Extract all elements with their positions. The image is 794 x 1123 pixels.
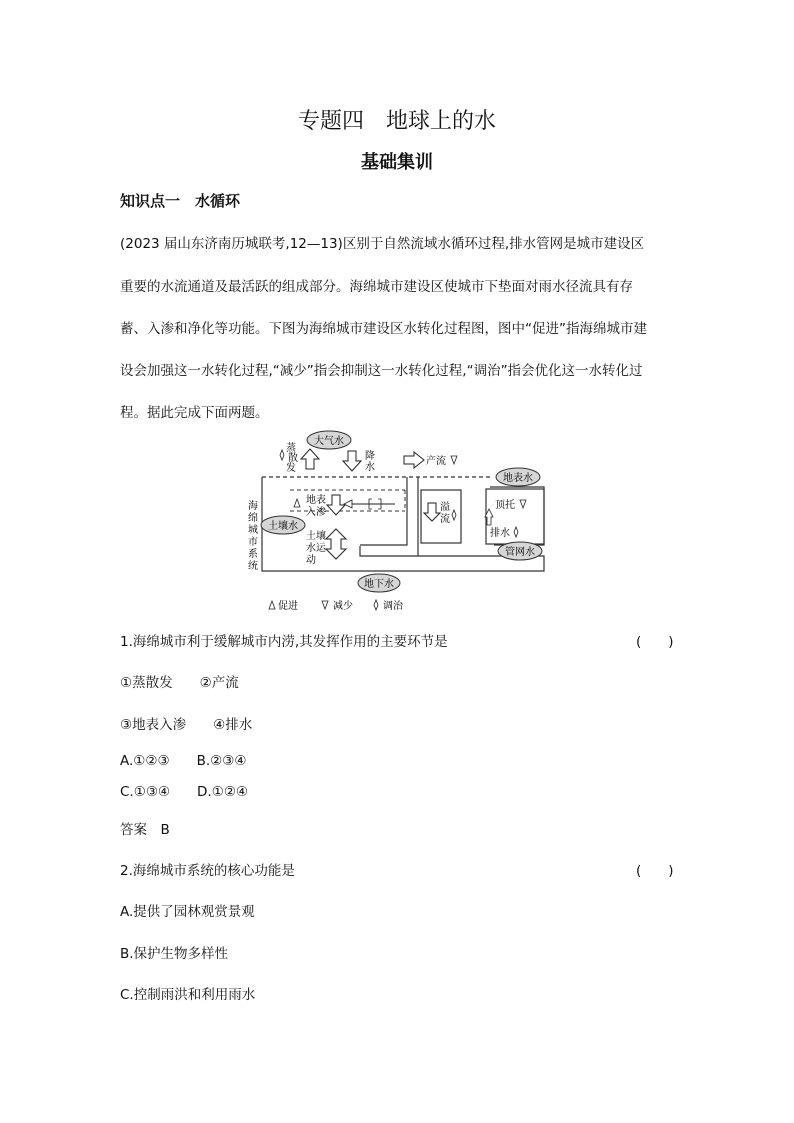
question-1-items-row-1: ①蒸散发 ②产流	[120, 675, 239, 691]
soil-movement-label-3: 动	[306, 555, 316, 566]
reduce-icon	[451, 456, 457, 464]
question-2-stem: 2.海绵城市系统的核心功能是	[120, 863, 295, 879]
infiltration-arrow-icon	[327, 495, 345, 515]
overflow-label-1: 溢	[440, 502, 450, 513]
question-2-option-a: A.提供了园林观赏景观	[120, 904, 255, 920]
legend-regulate-label: 调治	[383, 601, 403, 612]
intro-line-2: 重要的水流通道及最活跃的组成部分。海绵城市建设区使城市下垫面对雨水径流具有存	[120, 279, 633, 295]
legend-promote-label: 促进	[278, 601, 298, 612]
legend-promote-icon	[269, 601, 275, 609]
system-label-5: 系	[248, 549, 258, 560]
evaporation-label-1: 蒸	[286, 443, 296, 454]
surface-water-label: 地表水	[503, 473, 533, 484]
overflow-regulate-icon	[452, 510, 456, 520]
intro-line-3: 蓄、入渗和净化等功能。下图为海绵城市建设区水转化过程图，图中“促进”指海绵城市建	[120, 321, 647, 337]
evaporation-arrow-icon	[301, 449, 319, 469]
system-label-1: 海	[248, 501, 258, 512]
jacking-label: 顶托	[495, 500, 515, 511]
precipitation-arrow-icon	[343, 451, 361, 471]
precipitation-label-2: 水	[365, 462, 375, 473]
infiltration-label-2: 入渗	[306, 507, 326, 518]
groundwater-label: 地下水	[364, 579, 394, 590]
system-label-2: 绵	[248, 513, 258, 524]
overflow-label-2: 流	[440, 514, 450, 525]
legend-regulate-icon	[374, 600, 378, 610]
system-label-3: 城	[248, 525, 258, 536]
left-arrow-icon	[344, 500, 352, 508]
question-1-stem: 1.海绵城市利于缓解城市内涝,其发挥作用的主要环节是	[120, 634, 448, 650]
intro-line-1: (2023 届山东济南历城联考,12—13)区别于自然流域水循环过程,排水管网是城市建设区	[120, 236, 645, 252]
runoff-arrow-icon	[404, 452, 424, 468]
question-2-option-b: B.保护生物多样性	[120, 946, 229, 962]
regulate-icon	[280, 450, 284, 460]
precipitation-label-1: 降	[365, 451, 375, 462]
evaporation-label-3: 发	[286, 463, 296, 474]
jacking-reduce-icon	[520, 500, 526, 508]
question-1-options-row-1: A.①②③ B.②③④	[120, 753, 247, 769]
question-2-option-c: C.控制雨洪和利用雨水	[120, 987, 256, 1003]
question-1-answer: 答案 B	[120, 822, 170, 838]
question-1-answer-blank: ( )	[636, 634, 674, 650]
legend-reduce-label: 减少	[333, 601, 353, 612]
section-heading: 知识点一 水循环	[120, 192, 241, 210]
soil-movement-arrow-icon	[326, 529, 346, 559]
soil-movement-label-1: 土壤	[306, 531, 326, 542]
question-1-items-row-2: ③地表入渗 ④排水	[120, 717, 253, 733]
soil-water-label: 土壤水	[268, 521, 298, 532]
water-cycle-diagram	[240, 425, 550, 615]
drainage-regulate-icon	[514, 527, 518, 537]
system-label-6: 统	[248, 561, 258, 572]
page-title: 专题四 地球上的水	[297, 109, 496, 134]
soil-movement-label-2: 水运	[306, 543, 326, 554]
promote-icon	[294, 499, 300, 507]
question-2-answer-blank: ( )	[636, 863, 674, 879]
intro-line-4: 设会加强这一水转化过程,“减少”指会抑制这一水转化过程,“调治”指会优化这一水转化过	[120, 363, 643, 379]
evaporation-label-2: 散	[288, 453, 298, 464]
pipe-water-label: 管网水	[505, 547, 535, 558]
system-label-4: 市	[248, 537, 258, 548]
intro-line-5: 程。据此完成下面两题。	[120, 405, 269, 421]
infiltration-label-1: 地表	[306, 495, 326, 506]
overflow-arrow-icon	[424, 503, 440, 521]
question-1-options-row-2: C.①③④ D.①②④	[120, 784, 249, 800]
legend-reduce-icon	[322, 601, 328, 609]
atmosphere-label: 大气水	[314, 436, 344, 447]
runoff-label: 产流	[426, 456, 446, 467]
drainage-label: 排水	[490, 528, 510, 539]
page-subtitle: 基础集训	[361, 152, 433, 173]
